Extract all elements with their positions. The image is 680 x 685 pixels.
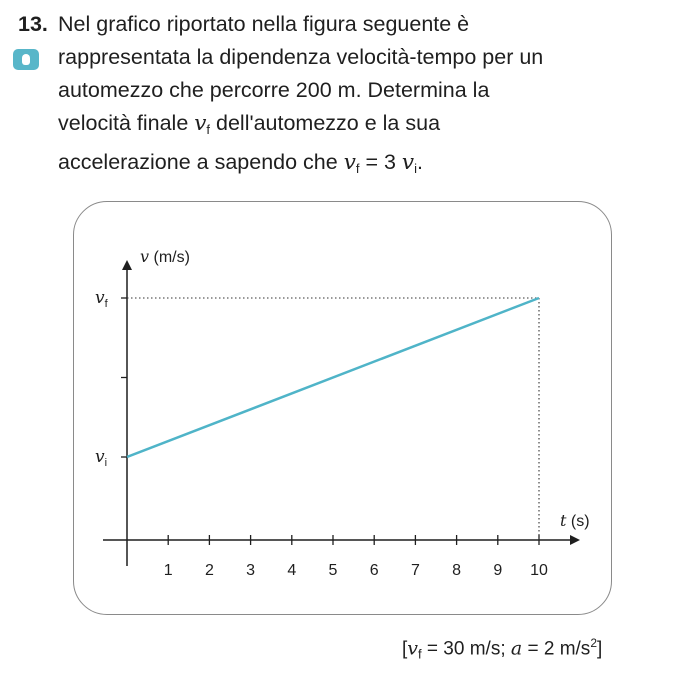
x-tick-label-8: 8 [452,562,462,579]
y-tick-sub: i [104,457,108,469]
var-v: v [343,150,356,175]
text-segment: . [416,150,423,174]
answer-open-bracket: [ [402,638,408,660]
y-axis-var: v [140,247,150,266]
answer-close-bracket: ] [597,638,603,660]
subscript-f: f [418,646,422,662]
x-tick-label-4: 4 [287,562,297,579]
answer-part-2: = 2 m/s [522,638,591,660]
problem-number: 13. [18,12,48,36]
x-tick-label-2: 2 [204,562,214,579]
text-segment: accelerazione a sapendo che [58,150,344,174]
problem-line-1: Nel grafico riportato nella figura seguente è [58,12,470,36]
superscript-2: 2 [590,636,597,650]
x-tick-label-7: 7 [410,562,420,579]
text-segment: velocità finale [58,111,195,135]
var-v: v [401,150,415,175]
var-v: v [407,637,419,660]
y-tick-label-vi [95,447,107,469]
x-axis-unit: (s) [566,513,590,530]
chart-layer [95,288,590,579]
x-tick-label-1: 1 [163,562,173,579]
x-tick-label-3: 3 [246,562,256,579]
y-tick-label-vf [95,288,109,310]
x-tick-label-6: 6 [369,562,379,579]
x-axis-var: t [560,511,567,530]
series-line-velocity [127,298,539,457]
y-tick-var: v [95,288,105,308]
y-axis-unit: (m/s) [149,249,190,266]
x-tick-label-9: 9 [493,562,503,579]
y-axis-label [140,247,190,266]
y-tick-var: v [95,447,105,467]
subscript-f: f [355,161,360,176]
var-a: a [510,637,523,660]
x-tick-label-10: 10 [530,562,548,579]
equals-segment: = 3 [359,150,402,174]
text-segment: dell'automezzo e la sua [210,111,441,135]
x-tick-label-5: 5 [328,562,338,579]
var-v: v [194,111,207,136]
problem-line-3: automezzo che percorre 200 m. Determina la [58,78,490,102]
x-axis-label [560,511,590,530]
y-tick-sub: f [104,298,108,310]
answer-part-1: = 30 m/s; [421,638,511,660]
subscript-i: i [414,161,417,176]
answer [402,636,602,661]
problem-line-2: rappresentata la dipendenza velocità-tempo per un [58,45,544,69]
subscript-f: f [206,122,211,137]
